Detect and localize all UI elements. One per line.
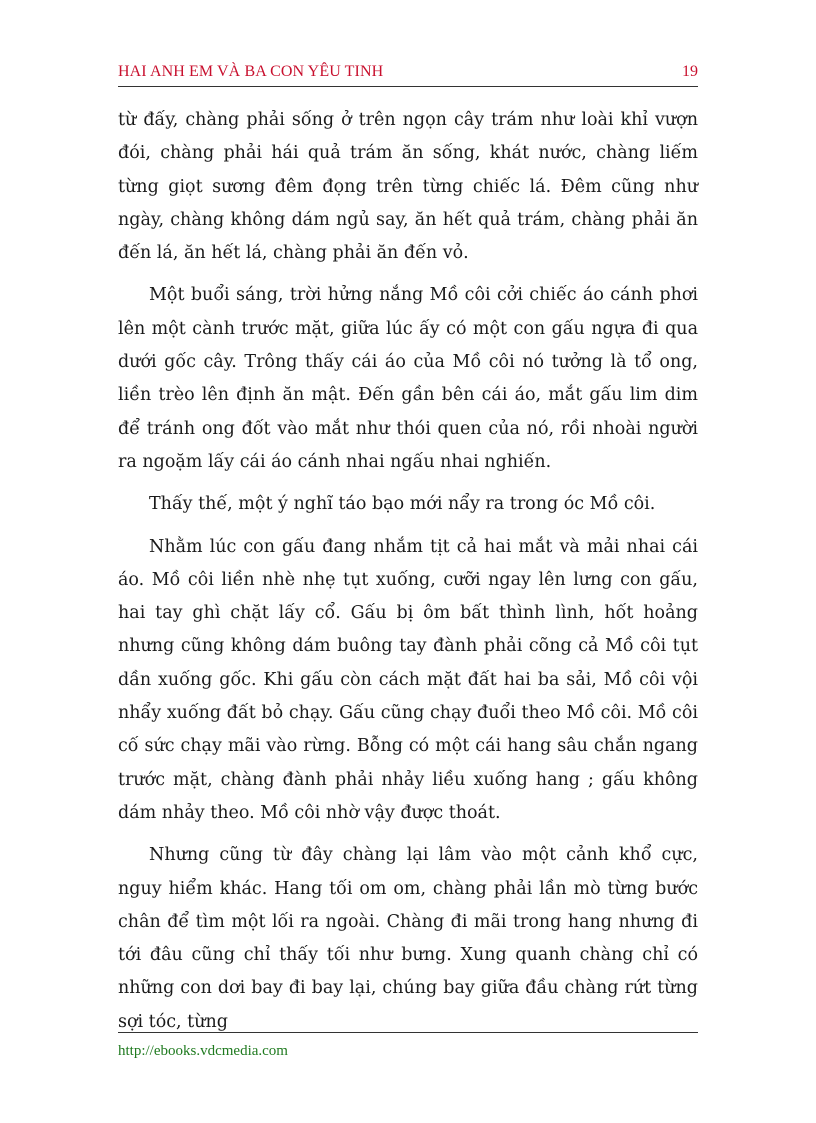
footer-divider xyxy=(118,1032,698,1033)
book-title: HAI ANH EM VÀ BA CON YÊU TINH xyxy=(118,63,384,80)
paragraph-2: Một buổi sáng, trời hửng nắng Mồ côi cởi chiếc áo cánh phơi lên một cành trước mặt, giữa lúc ấy có một con gấu ngựa đi qua dưới gốc cây. Trông thấy cái áo của Mồ côi nó tưởng là tổ ong, liền trèo lên định ăn mật. Đến gần bên cái áo, mắt gấu lim dim để tránh ong đốt vào mắt như thói quen của nó, rồi nhoài người ra ngoặm lấy cái áo cánh nhai ngấu nhai nghiến. xyxy=(118,285,698,472)
paragraph-5: Nhưng cũng từ đây chàng lại lâm vào một cảnh khổ cực, nguy hiểm khác. Hang tối om om, chàng phải lần mò từng bước chân để tìm một lối ra ngoài. Chàng đi mãi trong hang nhưng đi tới đâu cũng chỉ thấy tối như bưng. Xung quanh chàng chỉ có những con dơi bay đi bay lại, chúng bay giữa đầu chàng rứt từng sợi tóc, từng xyxy=(118,845,698,1032)
page-body xyxy=(118,104,698,1048)
paragraph-3: Thấy thế, một ý nghĩ táo bạo mới nẩy ra trong óc Mồ côi. xyxy=(149,494,656,515)
page-number: 19 xyxy=(682,63,698,80)
paragraph-4: Nhằm lúc con gấu đang nhắm tịt cả hai mắt và mải nhai cái áo. Mồ côi liền nhè nhẹ tụt xuống, cưỡi ngay lên lưng con gấu, hai tay ghì chặt lấy cổ. Gấu bị ôm bất thình lình, hốt hoảng nhưng cũng không dám buông tay đành phải cõng cả Mồ côi tụt dần xuống gốc. Khi gấu còn cách mặt đất hai ba sải, Mồ côi vội nhẩy xuống đất bỏ chạy. Gấu cũng chạy đuổi theo Mồ côi. Mồ côi cố sức chạy mãi vào rừng. Bỗng có một cái hang sâu chắn ngang trước mặt, chàng đành phải nhảy liều xuống hang ; gấu không dám nhảy theo. Mồ côi nhờ vậy được thoát. xyxy=(118,536,698,823)
paragraph-1: từ đấy, chàng phải sống ở trên ngọn cây trám như loài khỉ vượn đói, chàng phải hái quả trám ăn sống, khát nước, chàng liếm từng giọt sương đêm đọng trên từng chiếc lá. Đêm cũng như ngày, chàng không dám ngủ say, ăn hết quả trám, chàng phải ăn đến lá, ăn hết lá, chàng phải ăn đến vỏ. xyxy=(118,110,698,264)
page-header xyxy=(118,62,698,87)
footer-link[interactable]: http://ebooks.vdcmedia.com xyxy=(118,1043,288,1059)
